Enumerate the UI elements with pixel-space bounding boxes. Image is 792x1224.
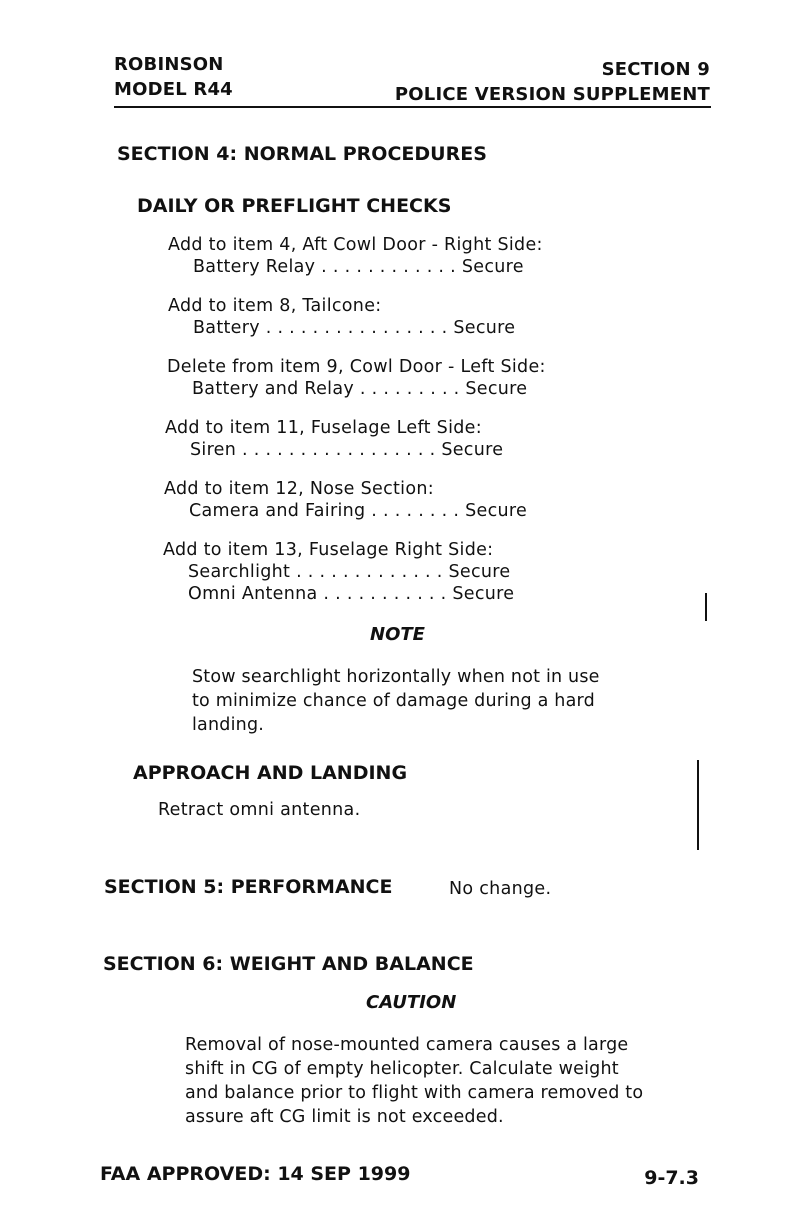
list-item-lead: Add to item 12, Nose Section: xyxy=(164,479,434,499)
footer-approval: FAA APPROVED: 14 SEP 1999 xyxy=(100,1163,411,1185)
list-item-lead: Add to item 13, Fuselage Right Side: xyxy=(163,540,494,560)
caution-line: and balance prior to flight with camera removed to xyxy=(185,1083,644,1103)
header-section: SECTION 9 xyxy=(601,59,710,80)
list-item-row: Searchlight . . . . . . . . . . . . . Secure xyxy=(188,562,511,582)
daily-checks-title: DAILY OR PREFLIGHT CHECKS xyxy=(137,195,452,217)
list-item xyxy=(167,357,546,399)
list-item-row: Camera and Fairing . . . . . . . . Secure xyxy=(189,501,528,521)
approach-text: Retract omni antenna. xyxy=(158,800,361,820)
header-rule xyxy=(114,106,711,108)
section4-title: SECTION 4: NORMAL PROCEDURES xyxy=(117,143,487,165)
list-item-lead: Delete from item 9, Cowl Door - Left Side: xyxy=(167,357,546,377)
note-text xyxy=(192,665,600,737)
list-item xyxy=(163,540,514,604)
header-supplement-title: POLICE VERSION SUPPLEMENT xyxy=(394,84,710,105)
list-item xyxy=(164,479,527,521)
list-item-row: Battery Relay . . . . . . . . . . . . Secure xyxy=(193,257,524,277)
list-item xyxy=(168,296,515,338)
caution-line: assure aft CG limit is not exceeded. xyxy=(185,1107,504,1127)
list-item xyxy=(168,235,543,277)
section6-title: SECTION 6: WEIGHT AND BALANCE xyxy=(103,953,474,975)
approach-title: APPROACH AND LANDING xyxy=(133,762,408,784)
list-item-lead: Add to item 11, Fuselage Left Side: xyxy=(165,418,482,438)
note-heading: NOTE xyxy=(370,624,425,645)
caution-line: shift in CG of empty helicopter. Calculate weight xyxy=(185,1059,619,1079)
note-line: Stow searchlight horizontally when not in use xyxy=(192,667,600,687)
list-item-row: Battery . . . . . . . . . . . . . . . . Secure xyxy=(193,318,516,338)
list-item-row: Omni Antenna . . . . . . . . . . . Secure xyxy=(188,584,515,604)
list-item-row: Siren . . . . . . . . . . . . . . . . . Secure xyxy=(190,440,504,460)
header-model: MODEL R44 xyxy=(114,79,233,100)
section5-text: No change. xyxy=(449,879,552,899)
list-item xyxy=(165,418,503,460)
caution-heading: CAUTION xyxy=(366,992,457,1013)
note-line: landing. xyxy=(192,715,265,735)
list-item-lead: Add to item 8, Tailcone: xyxy=(168,296,382,316)
revision-bar xyxy=(697,760,699,850)
caution-text xyxy=(185,1033,643,1129)
list-item-lead: Add to item 4, Aft Cowl Door - Right Side: xyxy=(168,235,543,255)
section5-title: SECTION 5: PERFORMANCE xyxy=(104,876,393,898)
revision-bar xyxy=(705,593,707,621)
page-number: 9-7.3 xyxy=(644,1167,699,1189)
note-line: to minimize chance of damage during a hard xyxy=(192,691,595,711)
list-item-row: Battery and Relay . . . . . . . . . Secure xyxy=(192,379,528,399)
header-manufacturer: ROBINSON xyxy=(114,54,224,75)
caution-line: Removal of nose-mounted camera causes a large xyxy=(185,1035,629,1055)
